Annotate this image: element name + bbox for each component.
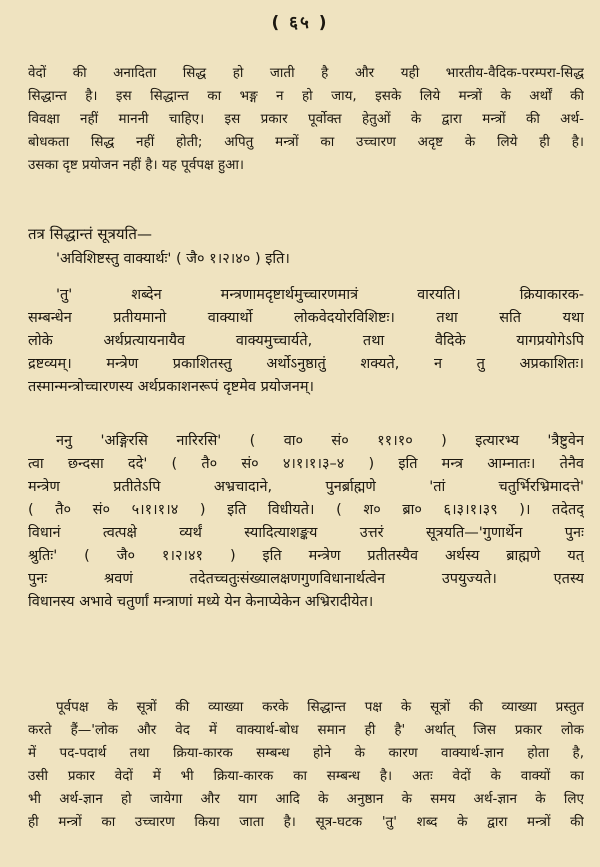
paragraph-sanskrit-1: [28, 284, 584, 399]
text-line: त्वा छन्दसा ददे' ( तै० सं० ४।१।१।३–४ ) इति मन्त्र आम्नातः। तेनैव: [28, 456, 584, 472]
text-line: पूर्वपक्ष के सूत्रों की व्याख्या करके सिद्धान्त पक्ष के सूत्रों की व्याख्या प्रस्तुत: [56, 699, 584, 715]
text-line: तस्मान्मन्त्रोच्चारणस्य अर्थप्रकाशनरूपं दृष्टमेव प्रयोजनम्।: [28, 379, 314, 395]
text-line: करते हैं—'लोक और वेद में वाक्यार्थ-बोध समान ही है' अर्थात् जिस प्रकार लोक: [28, 722, 584, 738]
text-line: सिद्धान्त है। इस सिद्धान्त का भङ्ग न हो जाय, इसके लिये मन्त्रों के अर्थों की: [28, 88, 584, 104]
page-number: ( ६५ ): [271, 13, 329, 33]
text-line: ही मन्त्रों का उच्चारण किया जाता है। सूत्र-घटक 'तु' शब्द के द्वारा मन्त्रों की: [28, 814, 584, 830]
text-line: उसका दृष्ट प्रयोजन नहीं है। यह पूर्वपक्ष हुआ।: [28, 157, 245, 173]
text-line: पुनः श्रवणं तदेतच्चतुःसंख्यालक्षणगुणविधानार्थत्वेन उपयुज्यते। एतस्य: [28, 571, 584, 587]
text-line: द्रष्टव्यम्। मन्त्रेण प्रकाशितस्तु अर्थोऽनुष्ठातुं शक्यते, न तु अप्रकाशितः।: [28, 356, 584, 372]
text-line: लोके अर्थप्रत्यायनायैव वाक्यमुच्चार्यते, तथा वैदिके यागप्रयोगेऽपि: [28, 333, 584, 349]
paragraph-hindi-2: [28, 696, 584, 834]
text-line: वेदों की अनादिता सिद्ध हो जाती है और यही भारतीय-वैदिक-परम्परा-सिद्ध: [28, 65, 584, 81]
text-line: विधानस्य अभावे चतुर्णां मन्त्राणां मध्ये येन केनाप्येकेन अभ्रिरादीयेत।: [28, 594, 374, 610]
text-line: बोधकता सिद्ध नहीं होती; अपितु मन्त्रों का उच्चारण अदृष्ट के लिये ही है।: [28, 134, 584, 150]
text-line: में पद-पदार्थ तथा क्रिया-कारक सम्बन्ध होने के कारण वाक्यार्थ-ज्ञान होता है,: [28, 745, 584, 761]
text-line: ( तै० सं० ५।१।१।४ ) इति विधीयते। ( श० ब्रा० ६।३।१।३९ )। तदेतद्: [28, 502, 584, 518]
text-line: 'अविशिष्टस्तु वाक्यार्थः' ( जै० १।२।४० ) इति।: [56, 251, 290, 267]
text-line: भी अर्थ-ज्ञान हो जायेगा और याग आदि के अनुष्ठान के समय अर्थ-ज्ञान के लिए: [28, 791, 584, 807]
text-line: मन्त्रेण प्रतीतेऽपि अभ्रचादाने, पुनर्ब्राह्मणे 'तां चतुर्भिरभ्रिमादत्ते': [28, 479, 584, 495]
text-line: विधानं त्वत्पक्षे व्यर्थं स्यादित्याशङ्कय उत्तरं सूत्रयति—'गुणार्थेन पुनः: [28, 525, 584, 541]
sutra-quote: [28, 248, 584, 271]
section-heading: तत्र सिद्धान्तं सूत्रयति—: [28, 225, 152, 243]
text-line: उसी प्रकार वेदों में भी क्रिया-कारक का सम्बन्ध है। अतः वेदों के वाक्यों का: [28, 768, 584, 784]
text-line: 'तु' शब्देन मन्त्रणामदृष्टार्थमुच्चारणमात्रं वारयति। क्रियाकारक-: [56, 287, 584, 303]
text-line: सम्बन्धेन प्रतीयमानो वाक्यार्थो लोकवेदयोरविशिष्टः। तथा सति यथा: [28, 310, 584, 326]
paragraph-sanskrit-2: [28, 430, 584, 614]
text-line: श्रुतिः' ( जै० १।२।४१ ) इति मन्त्रेण प्रतीतस्यैव अर्थस्य ब्राह्मणे यत्: [28, 548, 584, 564]
text-line: विवक्षा नहीं माननी चाहिए। इस प्रकार पूर्वोक्त हेतुओं के द्वारा मन्त्रों की अर्थ-: [28, 111, 584, 127]
text-line: ननु 'अङ्गिरसि नारिरसि' ( वा० सं० ११।१० ) इत्यारभ्य 'त्रैष्टुवेन: [56, 433, 584, 449]
paragraph-hindi-1: [28, 62, 584, 177]
